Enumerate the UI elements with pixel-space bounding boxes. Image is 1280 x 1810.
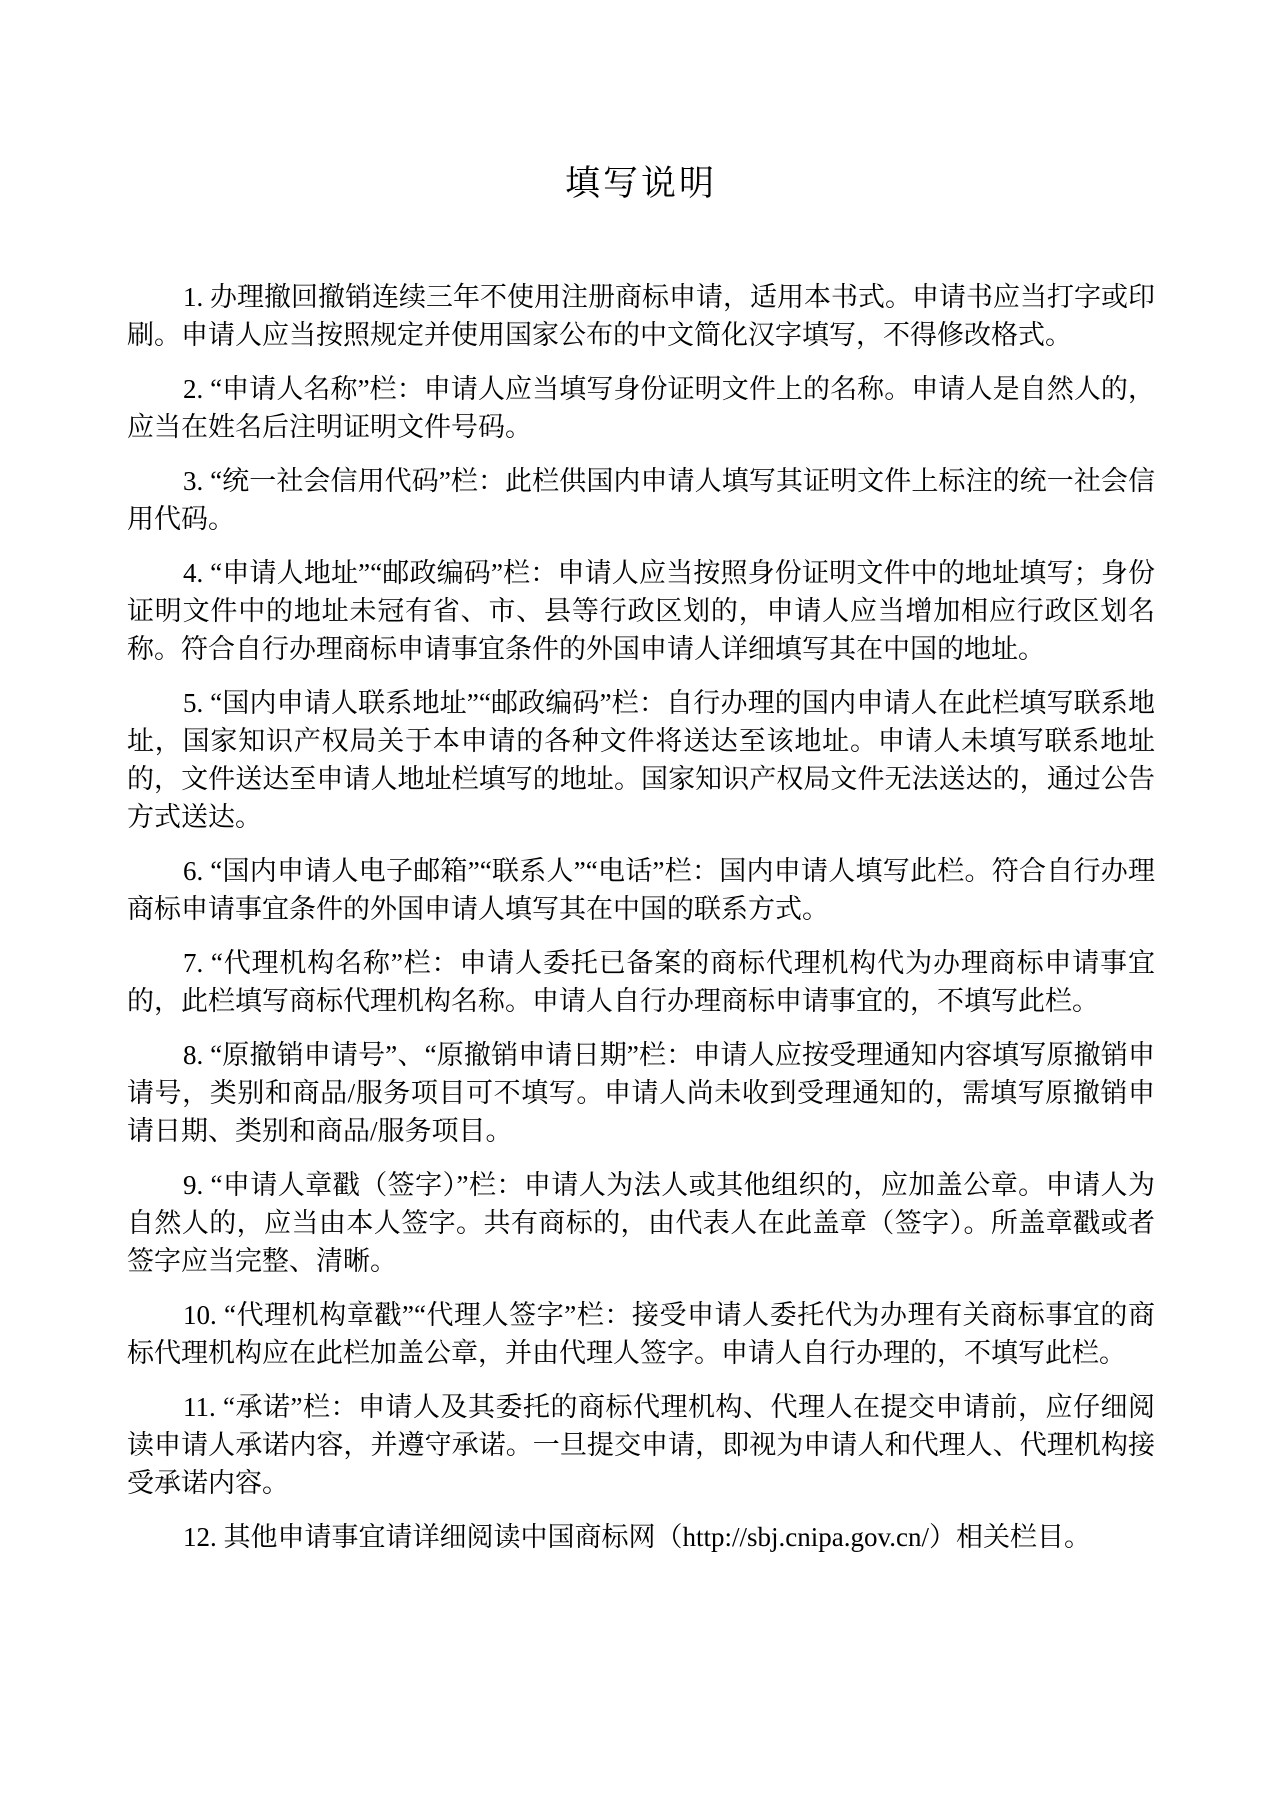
instruction-paragraph-1: 1. 办理撤回撤销连续三年不使用注册商标申请，适用本书式。申请书应当打字或印刷。申请人应当按照规定并使用国家公布的中文简化汉字填写，不得修改格式。 bbox=[127, 282, 1155, 350]
instruction-paragraph-9: 9. “申请人章戳（签字）”栏：申请人为法人或其他组织的，应加盖公章。申请人为自然人的，应当由本人签字。共有商标的，由代表人在此盖章（签字）。所盖章戳或者签字应当完整、清晰。 bbox=[127, 1170, 1155, 1276]
instruction-paragraph-2: 2. “申请人名称”栏：申请人应当填写身份证明文件上的名称。申请人是自然人的，应当在姓名后注明证明文件号码。 bbox=[127, 374, 1155, 442]
instruction-paragraph-6: 6. “国内申请人电子邮箱”“联系人”“电话”栏：国内申请人填写此栏。符合自行办理商标申请事宜条件的外国申请人填写其在中国的联系方式。 bbox=[127, 856, 1155, 924]
instruction-paragraph-5: 5. “国内申请人联系地址”“邮政编码”栏：自行办理的国内申请人在此栏填写联系地址，国家知识产权局关于本申请的各种文件将送达至该地址。申请人未填写联系地址的，文件送达至申请人地址栏填写的地址。国家知识产权局文件无法送达的，通过公告方式送达。 bbox=[127, 688, 1155, 832]
instruction-paragraph-7: 7. “代理机构名称”栏：申请人委托已备案的商标代理机构代为办理商标申请事宜的，此栏填写商标代理机构名称。申请人自行办理商标申请事宜的，不填写此栏。 bbox=[127, 948, 1155, 1016]
instruction-paragraph-11: 11. “承诺”栏：申请人及其委托的商标代理机构、代理人在提交申请前，应仔细阅读申请人承诺内容，并遵守承诺。一旦提交申请，即视为申请人和代理人、代理机构接受承诺内容。 bbox=[127, 1392, 1155, 1498]
instruction-paragraph-10: 10. “代理机构章戳”“代理人签字”栏：接受申请人委托代为办理有关商标事宜的商标代理机构应在此栏加盖公章，并由代理人签字。申请人自行办理的，不填写此栏。 bbox=[127, 1300, 1155, 1368]
page-title: 填写说明 bbox=[564, 164, 717, 203]
instruction-paragraph-4: 4. “申请人地址”“邮政编码”栏：申请人应当按照身份证明文件中的地址填写；身份证明文件中的地址未冠有省、市、县等行政区划的，申请人应当增加相应行政区划名称。符合自行办理商标申请事宜条件的外国申请人详细填写其在中国的地址。 bbox=[127, 558, 1155, 664]
instruction-paragraph-12: 12. 其他申请事宜请详细阅读中国商标网（http://sbj.cnipa.gov.cn/）相关栏目。 bbox=[183, 1522, 1091, 1552]
instruction-paragraph-3: 3. “统一社会信用代码”栏：此栏供国内申请人填写其证明文件上标注的统一社会信用代码。 bbox=[127, 466, 1155, 534]
instruction-paragraph-8: 8. “原撤销申请号”、“原撤销申请日期”栏：申请人应按受理通知内容填写原撤销申请号，类别和商品/服务项目可不填写。申请人尚未收到受理通知的，需填写原撤销申请日期、类别和商品/服务项目。 bbox=[127, 1040, 1155, 1146]
